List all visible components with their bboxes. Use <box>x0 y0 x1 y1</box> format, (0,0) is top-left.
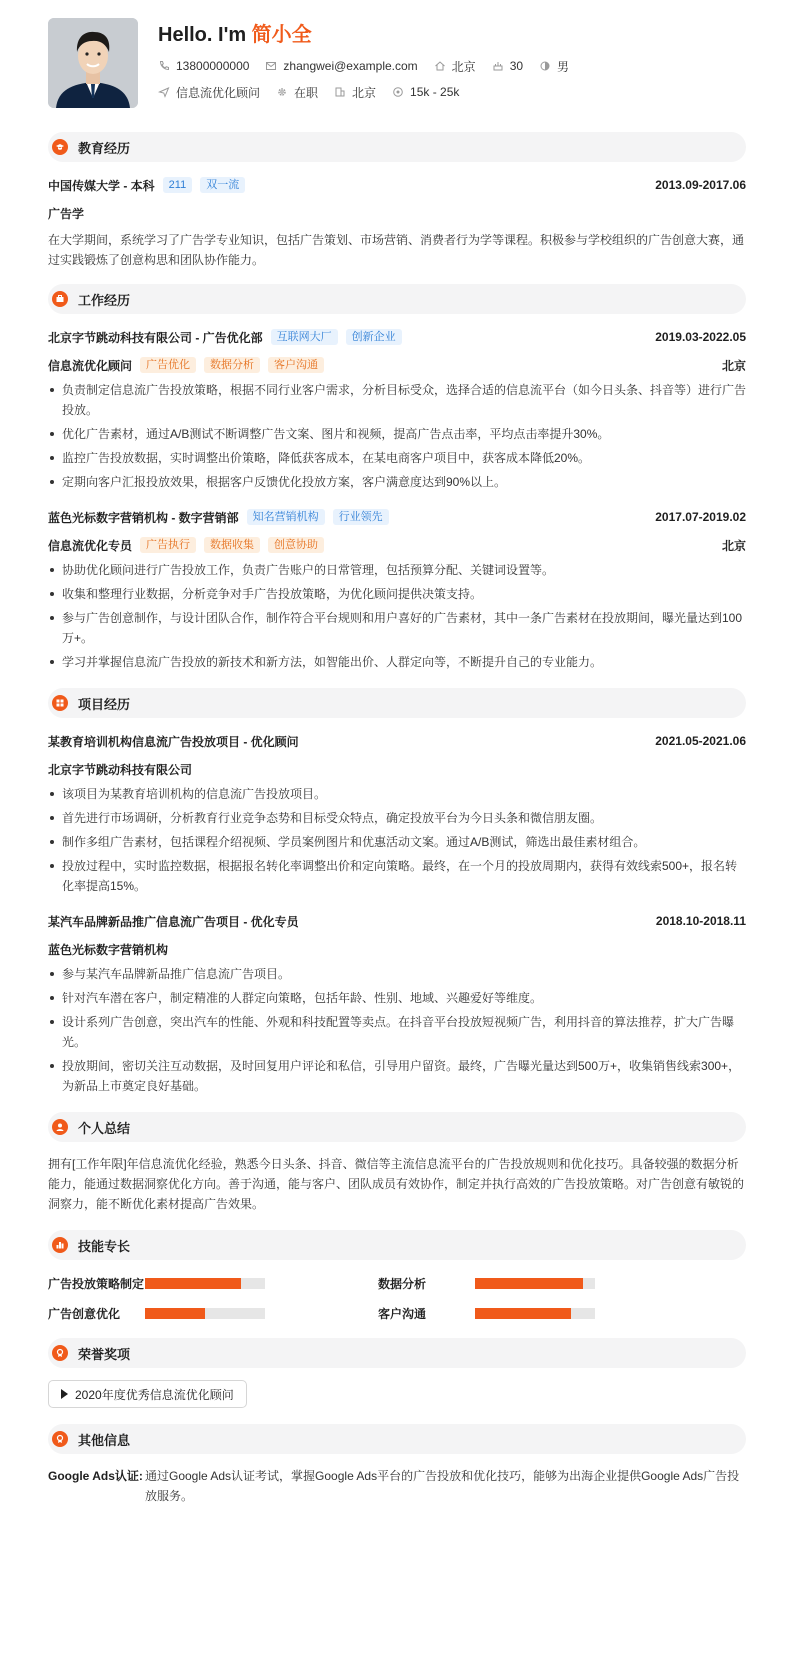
awards-list <box>48 1380 746 1408</box>
other-info-label: Google Ads认证: <box>48 1469 143 1483</box>
resume-header <box>48 18 746 114</box>
list-item: 首先进行市场调研，分析教育行业竞争态势和目标受众特点，确定投放平台为今日头条和微信朋友圈。 <box>48 808 746 828</box>
section-title: 教育经历 <box>78 140 131 156</box>
list-item: 学习并掌握信息流广告投放的新技术和新方法，如智能出价、人群定向等，不断提升自己的专业能力。 <box>48 652 746 672</box>
gear-icon <box>276 86 288 98</box>
phone-item <box>158 59 249 73</box>
list-item: 投放过程中，实时监控数据，根据报名转化率调整出价和定向策略。最终，在一个月的投放周期内，获得有效线索500+，报名转化率提高15%。 <box>48 856 746 896</box>
list-item: 负责制定信息流广告投放策略，根据不同行业客户需求，分析目标受众，选择合适的信息流平台（如今日头条、抖音等）进行广告投放。 <box>48 380 746 420</box>
role-tag: 客户沟通 <box>268 357 324 373</box>
company-name: 北京字节跳动科技有限公司 - 广告优化部 <box>48 330 263 345</box>
role-tag: 广告执行 <box>140 537 196 553</box>
role-tag: 创意协助 <box>268 537 324 553</box>
briefcase-icon <box>52 291 68 307</box>
work-date: 2019.03-2022.05 <box>655 330 746 344</box>
project-entry <box>48 910 746 1096</box>
project-org: 蓝色光标数字营销机构 <box>48 942 169 957</box>
education-description: 在大学期间，系统学习了广告学专业知识，包括广告策划、市场营销、消费者行为学等课程。积极参与学校组织的广告创意大赛，通过实践锻炼了创意构思和团队协作能力。 <box>48 233 745 267</box>
list-item: 收集和整理行业数据，分析竞争对手广告投放策略，为优化顾问提供决策支持。 <box>48 584 746 604</box>
skill-name: 数据分析 <box>378 1276 427 1291</box>
skill-bar <box>475 1308 595 1319</box>
play-icon <box>61 1389 68 1399</box>
skill-bar-fill <box>145 1278 241 1289</box>
city-text: 北京 <box>352 85 377 100</box>
work-bullets <box>48 560 746 672</box>
section-work-header <box>48 284 746 314</box>
section-title: 其他信息 <box>78 1432 131 1448</box>
cake-icon <box>492 60 504 72</box>
list-item: 定期向客户汇报投放效果，根据客户反馈优化投放方案，客户满意度达到90%以上。 <box>48 472 746 492</box>
city-item <box>334 84 376 101</box>
school-name: 中国传媒大学 - 本科 <box>48 178 155 193</box>
project-date: 2021.05-2021.06 <box>655 734 746 748</box>
gender-item <box>539 58 569 75</box>
skill-item <box>378 1274 708 1292</box>
building-icon <box>334 86 346 98</box>
section-title: 荣誉奖项 <box>78 1346 131 1362</box>
gender-text: 男 <box>557 59 570 74</box>
greeting-text: Hello. I'm <box>158 24 247 46</box>
status-item <box>276 84 318 101</box>
major: 广告学 <box>48 206 85 221</box>
project-org: 北京字节跳动科技有限公司 <box>48 762 193 777</box>
skill-bar-fill <box>475 1278 583 1289</box>
section-title: 技能专长 <box>78 1238 131 1254</box>
skill-name: 广告创意优化 <box>48 1306 121 1321</box>
work-location: 北京 <box>721 358 746 373</box>
phone-icon <box>158 60 170 72</box>
list-item: 投放期间，密切关注互动数据，及时回复用户评论和私信，引导用户留资。最终，广告曝光量达到500万+，收集销售线索300+，为新品上市奠定良好基础。 <box>48 1056 746 1096</box>
skill-name: 广告投放策略制定 <box>48 1276 145 1291</box>
skill-name: 客户沟通 <box>378 1306 427 1321</box>
project-bullets <box>48 784 746 896</box>
section-summary-header <box>48 1112 746 1142</box>
list-item: 该项目为某教育培训机构的信息流广告投放项目。 <box>48 784 746 804</box>
work-location: 北京 <box>721 538 746 553</box>
gender-icon <box>539 60 551 72</box>
section-other-header <box>48 1424 746 1454</box>
project-name: 某汽车品牌新品推广信息流广告项目 - 优化专员 <box>48 914 299 929</box>
role-name: 信息流优化专员 <box>48 538 133 553</box>
school-tag: 双一流 <box>200 177 245 193</box>
job-title-text: 信息流优化顾问 <box>176 85 261 100</box>
work-date: 2017.07-2019.02 <box>655 510 746 524</box>
section-projects-header <box>48 688 746 718</box>
education-entry <box>48 174 746 270</box>
award-icon <box>52 1345 68 1361</box>
info-award-icon <box>52 1431 68 1447</box>
skill-bar-fill <box>145 1308 205 1319</box>
award-item <box>48 1380 247 1408</box>
list-item: 监控广告投放数据，实时调整出价策略，降低获客成本，在某电商客户项目中，获客成本降低20%。 <box>48 448 746 468</box>
work-bullets <box>48 380 746 492</box>
list-item: 协助优化顾问进行广告投放工作，负责广告账户的日常管理，包括预算分配、关键词设置等。 <box>48 560 746 580</box>
other-info-text: 通过Google Ads认证考试，掌握Google Ads平台的广告投放和优化技巧，能够为出海企业提供Google Ads广告投放服务。 <box>145 1469 740 1503</box>
list-item: 制作多组广告素材，包括课程介绍视频、学员案例图片和优惠活动文案。通过A/B测试，筛选出最佳素材组合。 <box>48 832 746 852</box>
section-awards-header <box>48 1338 746 1368</box>
list-item: 针对汽车潜在客户，制定精准的人群定向策略，包括年龄、性别、地域、兴趣爱好等维度。 <box>48 988 746 1008</box>
home-item <box>434 58 476 75</box>
age-text: 30 <box>509 59 524 73</box>
greeting-title <box>158 20 746 50</box>
skill-item <box>48 1304 378 1322</box>
role-tag: 广告优化 <box>140 357 196 373</box>
summary-text: 拥有[工作年限]年信息流优化经验，熟悉今日头条、抖音、微信等主流信息流平台的广告投放规则和优化技巧。具备较强的数据分析能力，能通过数据洞察优化方向。善于沟通，能与客户、团队成员有效协作，制定并执行高效的广告投放策略。对广告创意有敏锐的洞察力，能不断优化素材提高广告效果。 <box>48 1157 745 1211</box>
role-tag: 数据收集 <box>204 537 260 553</box>
section-skills-header <box>48 1230 746 1260</box>
school-tag: 211 <box>163 177 193 193</box>
education-date: 2013.09-2017.06 <box>655 178 746 192</box>
skill-item <box>378 1304 708 1322</box>
company-name: 蓝色光标数字营销机构 - 数字营销部 <box>48 510 239 525</box>
salary-text: 15k - 25k <box>410 85 460 99</box>
company-tag: 知名营销机构 <box>247 509 325 525</box>
skill-bar <box>145 1278 265 1289</box>
age-item <box>492 59 523 73</box>
email-text: zhangwei@example.com <box>283 59 418 73</box>
bar-chart-icon <box>52 1237 68 1253</box>
award-text: 2020年度优秀信息流优化顾问 <box>75 1387 234 1402</box>
mail-icon <box>265 60 277 72</box>
coin-icon <box>392 86 404 98</box>
skill-bar <box>475 1278 595 1289</box>
company-tag: 创新企业 <box>346 329 402 345</box>
role-tag: 数据分析 <box>204 357 260 373</box>
role-name: 信息流优化顾问 <box>48 358 133 373</box>
project-bullets <box>48 964 746 1096</box>
user-icon <box>52 1119 68 1135</box>
work-entry <box>48 326 746 492</box>
graduation-cap-icon <box>52 139 68 155</box>
section-title: 项目经历 <box>78 696 131 712</box>
home-icon <box>434 60 446 72</box>
company-tag: 行业领先 <box>333 509 389 525</box>
list-item: 设计系列广告创意，突出汽车的性能、外观和科技配置等卖点。在抖音平台投放短视频广告，利用抖音的算法推荐，扩大广告曝光。 <box>48 1012 746 1052</box>
contact-row <box>158 54 746 78</box>
salary-item <box>392 85 459 99</box>
home-text: 北京 <box>451 59 476 74</box>
job-title-item <box>158 84 260 101</box>
email-item <box>265 59 417 73</box>
section-title: 个人总结 <box>78 1120 131 1136</box>
section-education-header <box>48 132 746 162</box>
project-name: 某教育培训机构信息流广告投放项目 - 优化顾问 <box>48 734 299 749</box>
project-date: 2018.10-2018.11 <box>655 914 746 928</box>
list-item: 参与广告创意制作，与设计团队合作，制作符合平台规则和用户喜好的广告素材，其中一条广告素材在投放期间，曝光量达到100万+。 <box>48 608 746 648</box>
section-title: 工作经历 <box>78 292 131 308</box>
phone-text: 13800000000 <box>176 59 250 73</box>
other-info-row <box>48 1466 746 1506</box>
send-icon <box>158 86 170 98</box>
skill-bar-fill <box>475 1308 571 1319</box>
skill-item <box>48 1274 378 1292</box>
grid-icon <box>52 695 68 711</box>
company-tag: 互联网大厂 <box>271 329 338 345</box>
person-name: 简小全 <box>251 24 312 46</box>
skills-list <box>48 1272 746 1322</box>
status-text: 在职 <box>294 85 319 100</box>
list-item: 参与某汽车品牌新品推广信息流广告项目。 <box>48 964 746 984</box>
job-row <box>158 80 746 104</box>
project-entry <box>48 730 746 896</box>
avatar <box>48 18 138 108</box>
list-item: 优化广告素材，通过A/B测试不断调整广告文案、图片和视频，提高广告点击率，平均点击率提升30%。 <box>48 424 746 444</box>
skill-bar <box>145 1308 265 1319</box>
work-entry <box>48 506 746 672</box>
